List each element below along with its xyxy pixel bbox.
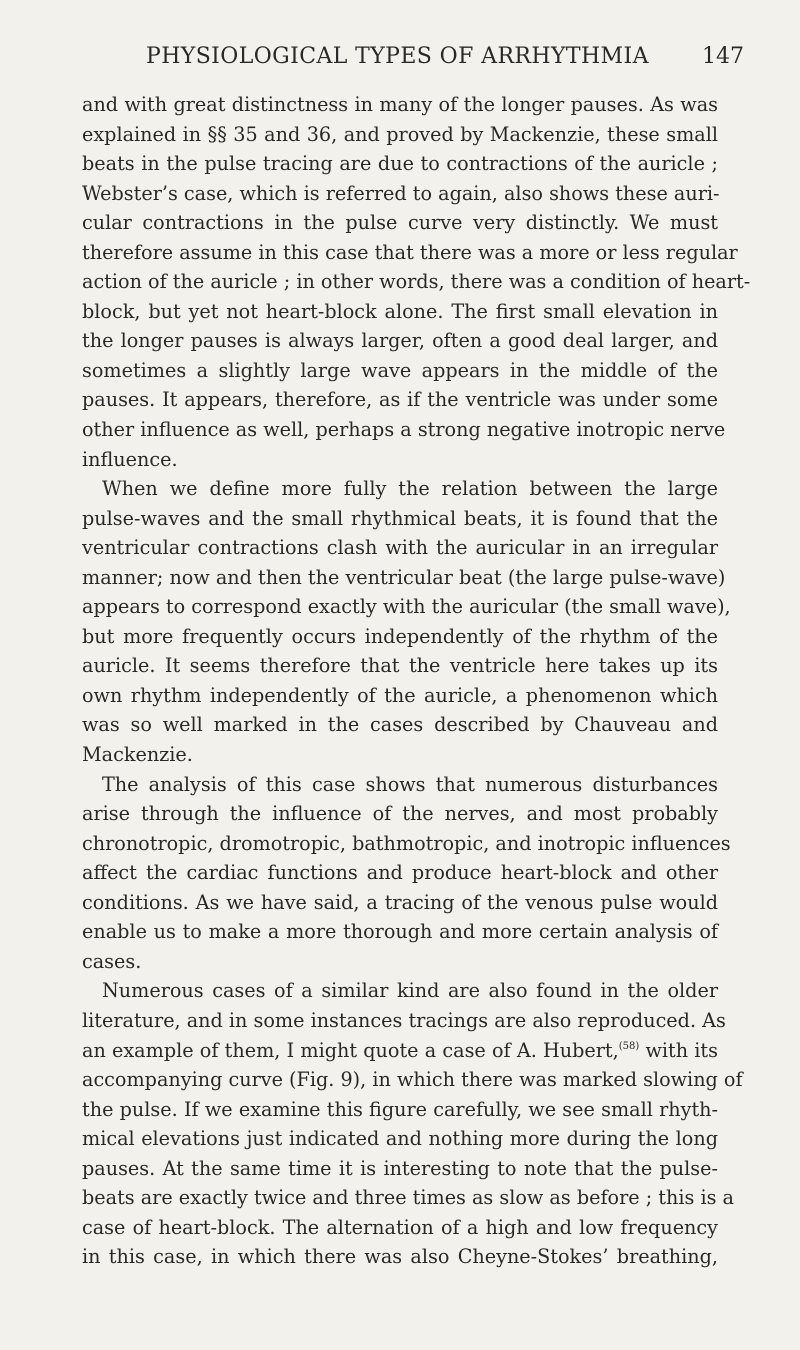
text-line: conditions. As we have said, a tracing of the venous pulse would — [82, 890, 718, 914]
text-line: sometimes a slightly large wave appears in the middle of the — [82, 358, 718, 382]
text-line: affect the cardiac functions and produce heart-block and other — [82, 861, 718, 885]
text-line: therefore assume in this case that there was a more or less regular — [82, 240, 738, 264]
text-line: own rhythm independently of the auricle, a phenomenon which — [82, 683, 718, 707]
text-line: appears to correspond exactly with the auricular (the small wave), — [82, 595, 731, 619]
text-line: mical elevations just indicated and nothing more during the long — [82, 1127, 718, 1151]
text-line: beats in the pulse tracing are due to contractions of the auricle ; — [82, 152, 718, 176]
text-line: ventricular contractions clash with the auricular in an irregular — [82, 536, 718, 560]
text-line: block, but yet not heart-block alone. The first small elevation in — [82, 299, 718, 323]
paragraph-end-line: influence. — [82, 447, 178, 471]
text-line: enable us to make a more thorough and more certain analysis of — [82, 920, 718, 944]
paragraph-start-line: Numerous cases of a similar kind are also found in the older — [102, 979, 718, 1003]
text-line: pauses. At the same time it is interesting to note that the pulse- — [82, 1156, 718, 1180]
text-line: arise through the influence of the nerves, and most probably — [82, 802, 718, 826]
text-line: and with great distinctness in many of the longer pauses. As was — [82, 93, 718, 116]
text-line: action of the auricle ; in other words, there was a condition of heart- — [82, 270, 751, 294]
footnote-reference: (58) — [618, 1040, 640, 1052]
page-number: 147 — [702, 44, 744, 69]
text-line: case of heart-block. The alternation of a high and low frequency — [82, 1215, 718, 1239]
text-line: literature, and in some instances tracings are also reproduced. As — [82, 1008, 726, 1032]
text-line: pauses. It appears, therefore, as if the ventricle was under some — [82, 388, 718, 412]
running-title: PHYSIOLOGICAL TYPES OF ARRHYTHMIA — [146, 44, 649, 69]
text-line-with-reference — [82, 1036, 718, 1066]
body-text — [82, 90, 751, 1272]
text-line: cular contractions in the pulse curve very distinctly. We must — [82, 211, 718, 235]
text-line: auricle. It seems therefore that the ventricle here takes up its — [82, 654, 718, 678]
paragraph-start-line: When we define more fully the relation between the large — [102, 477, 718, 501]
text-line: other influence as well, perhaps a strong negative inotropic nerve — [82, 418, 726, 442]
text-line: chronotropic, dromotropic, bathmotropic, and inotropic influences — [82, 831, 731, 855]
text-line: Webster’s case, which is referred to again, also shows these auri- — [82, 181, 720, 205]
text-line: pulse-waves and the small rhythmical beats, it is found that the — [82, 506, 718, 530]
text-line: but more frequently occurs independently of the rhythm of the — [82, 624, 718, 648]
text-line: was so well marked in the cases described by Chauveau and — [82, 713, 718, 737]
text-line: the pulse. If we examine this figure carefully, we see small rhyth- — [82, 1097, 718, 1121]
text-line: in this case, in which there was also Cheyne-Stokes’ breathing, — [82, 1245, 718, 1269]
paragraph-end-line: Mackenzie. — [82, 743, 193, 767]
text-line: explained in §§ 35 and 36, and proved by Mackenzie, these small — [82, 122, 718, 146]
line-text-after-reference: with its — [639, 1038, 718, 1062]
text-line: beats are exactly twice and three times as slow as before ; this is a — [82, 1186, 734, 1210]
text-line: manner; now and then the ventricular beat (the large pulse-wave) — [82, 565, 726, 589]
text-line: the longer pauses is always larger, often a good deal larger, and — [82, 329, 718, 353]
line-text-before-reference: an example of them, I might quote a case of A. Hubert, — [82, 1038, 619, 1062]
running-header — [0, 38, 800, 78]
text-line: accompanying curve (Fig. 9), in which there was marked slowing of — [82, 1068, 743, 1092]
paragraph-start-line: The analysis of this case shows that numerous disturbances — [102, 772, 718, 796]
paragraph-end-line: cases. — [82, 949, 142, 973]
